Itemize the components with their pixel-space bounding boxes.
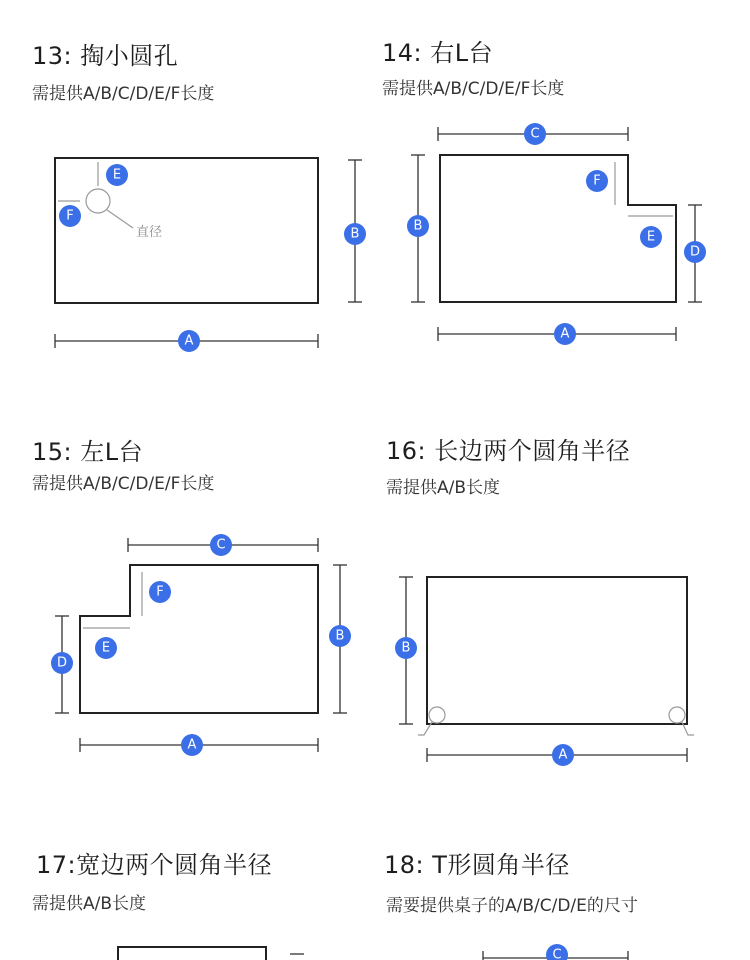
- panel-16-table-outline: [427, 577, 687, 724]
- panel-13-subtitle: 需提供A/B/C/D/E/F长度: [32, 84, 215, 104]
- panel-15-diagram: [51, 534, 351, 756]
- panel-15-table-outline: [80, 565, 318, 713]
- panel-16-title: 16: 长边两个圆角半径: [386, 437, 631, 465]
- panel-18-subtitle: 需要提供桌子的A/B/C/D/E的尺寸: [386, 896, 638, 916]
- svg-text:A: A: [187, 737, 197, 753]
- svg-text:B: B: [413, 218, 423, 234]
- svg-text:A: A: [558, 747, 568, 763]
- svg-text:F: F: [66, 208, 74, 224]
- panel-13-diameter-note: 直径: [136, 225, 163, 240]
- svg-text:B: B: [401, 640, 411, 656]
- panel-16-diagram: [395, 577, 694, 766]
- svg-text:E: E: [101, 640, 111, 656]
- svg-text:C: C: [530, 126, 540, 142]
- panel-14-badge-a: [554, 323, 576, 345]
- panel-18-title: 18: T形圆角半径: [384, 851, 570, 879]
- svg-text:D: D: [56, 655, 68, 671]
- panel-13-diagram: [55, 158, 366, 352]
- panel-17-table-outline: [118, 947, 266, 960]
- panel-14-badge-c: [524, 123, 546, 145]
- panel-13-badge-f: [59, 205, 81, 227]
- svg-text:C: C: [216, 537, 226, 553]
- panel-17-diagram: [118, 947, 304, 960]
- panel-15-badge-a: [181, 734, 203, 756]
- panel-13-table-outline: [55, 158, 318, 303]
- svg-text:B: B: [350, 226, 360, 242]
- svg-text:B: B: [335, 628, 345, 644]
- panel-15-title: 15: 左L台: [32, 438, 144, 466]
- svg-text:E: E: [112, 167, 122, 183]
- panel-15-badge-d: [51, 652, 73, 674]
- panel-15-badge-e: [95, 637, 117, 659]
- panel-14-table-outline: [440, 155, 676, 302]
- panel-15-badge-f: [149, 581, 171, 603]
- panel-14-badge-e: [640, 226, 662, 248]
- panel-16-badge-b: [395, 637, 417, 659]
- panel-16-subtitle: 需提供A/B长度: [386, 478, 501, 498]
- panel-13-badge-e: [106, 164, 128, 186]
- panel-18-diagram: [483, 944, 628, 960]
- panel-14-badge-d: [684, 241, 706, 263]
- svg-text:A: A: [560, 326, 570, 342]
- svg-text:D: D: [689, 244, 701, 260]
- panel-15-subtitle: 需提供A/B/C/D/E/F长度: [32, 474, 215, 494]
- panel-16-corner-radius-left: [429, 707, 445, 723]
- panel-14-badge-b: [407, 215, 429, 237]
- panel-13-badge-b: [344, 223, 366, 245]
- panel-16-corner-radius-right: [669, 707, 685, 723]
- panel-14-subtitle: 需提供A/B/C/D/E/F长度: [382, 79, 565, 99]
- panel-14-title: 14: 右L台: [382, 39, 494, 67]
- panel-18-badge-c: [546, 944, 568, 960]
- panel-16-badge-a: [552, 744, 574, 766]
- panel-13-hole: [86, 189, 110, 213]
- svg-text:A: A: [184, 333, 194, 349]
- panel-14-badge-f: [586, 170, 608, 192]
- svg-text:F: F: [156, 584, 164, 600]
- panel-17-title: 17:宽边两个圆角半径: [36, 851, 273, 879]
- panel-14-diagram: [407, 123, 706, 345]
- svg-text:C: C: [552, 947, 562, 960]
- panel-17-subtitle: 需提供A/B长度: [32, 894, 147, 914]
- panel-13-diameter-leader: [107, 210, 133, 228]
- panel-15-badge-c: [210, 534, 232, 556]
- panel-13-title: 13: 掏小圆孔: [32, 42, 179, 70]
- svg-text:F: F: [593, 173, 601, 189]
- svg-text:E: E: [646, 229, 656, 245]
- panel-13-badge-a: [178, 330, 200, 352]
- panel-15-badge-b: [329, 625, 351, 647]
